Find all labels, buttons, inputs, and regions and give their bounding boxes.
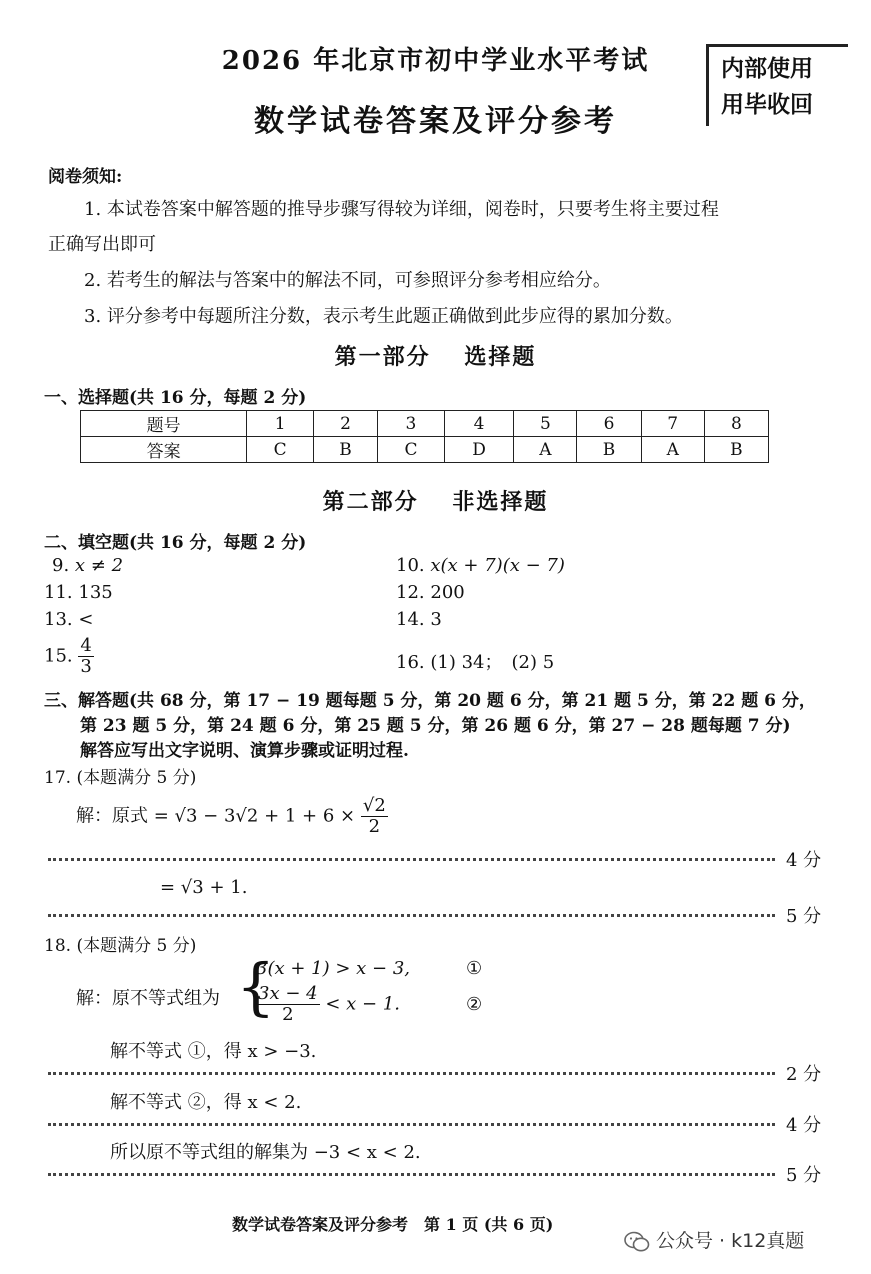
q17-numerator: √2 <box>362 795 386 816</box>
q15-fraction <box>78 636 93 677</box>
q13 <box>44 609 93 630</box>
q14-answer: 3 <box>430 609 442 630</box>
q18-step-2: 解不等式 ②，得 x < 2. <box>110 1092 302 1113</box>
question-number: 3 <box>378 411 445 437</box>
q10-number: 10. <box>396 555 425 576</box>
document-title: 数学试卷答案及评分参考 <box>254 104 617 139</box>
q18-inequality-2 <box>256 984 400 1025</box>
q17-score-2: 5 分 <box>786 906 822 927</box>
q17-line1 <box>76 796 388 837</box>
q18-intro: 解：原不等式组为 <box>76 988 220 1009</box>
answer-cell: A <box>641 437 704 463</box>
q17-fraction <box>361 796 388 837</box>
system-brace: { <box>236 950 276 1023</box>
q18-step-1: 解不等式 ①，得 x > −3. <box>110 1041 317 1062</box>
answer-label: 答案 <box>81 437 247 463</box>
exam-title: 2026 年北京市初中学业水平考试 <box>221 46 650 76</box>
q12-answer: 200 <box>430 582 465 603</box>
solve-section-heading-cont: 第 23 题 5 分，第 24 题 6 分，第 25 题 5 分，第 26 题 6 分，第 27 − 28 题每题 7 分) <box>80 716 791 736</box>
dot-leader <box>48 1123 775 1126</box>
notice-heading: 阅卷须知: <box>48 167 123 187</box>
watermark <box>624 1226 804 1253</box>
question-number-label: 题号 <box>81 411 247 437</box>
answer-cell: B <box>704 437 768 463</box>
notice-item-1-cont: 正确写出即可 <box>48 234 156 255</box>
wechat-icon <box>624 1231 650 1253</box>
dot-leader <box>48 858 775 861</box>
part1-title: 第一部分 选择题 <box>334 344 537 370</box>
answer-table <box>80 410 769 463</box>
q17-line2: = √3 + 1. <box>160 877 248 898</box>
q18-label: 18. (本题满分 5 分) <box>44 936 197 956</box>
internal-use-stamp <box>706 44 848 126</box>
solve-section-heading: 三、解答题(共 68 分，第 17 − 19 题每题 5 分，第 20 题 6 分，第 21 题 5 分，第 22 题 6 分， <box>44 691 816 711</box>
q11 <box>44 582 113 603</box>
question-number: 5 <box>514 411 577 437</box>
q16 <box>396 648 554 674</box>
stamp-line-1: 内部使用 <box>721 56 813 82</box>
q10 <box>396 555 565 576</box>
table-row <box>81 437 769 463</box>
q15-number: 15. <box>44 645 73 667</box>
q15-numerator: 4 <box>80 635 92 656</box>
question-number: 4 <box>444 411 514 437</box>
inequality-2-denominator: 2 <box>282 1003 294 1025</box>
stamp-line-2: 用毕收回 <box>721 92 813 118</box>
q18-score-2: 4 分 <box>786 1115 822 1136</box>
dot-leader <box>48 1173 775 1176</box>
page-footer: 数学试卷答案及评分参考 第 1 页 (共 6 页) <box>232 1215 554 1234</box>
inequality-2-numerator: 3x − 4 <box>258 983 318 1004</box>
inequality-2-rest: < x − 1. <box>325 993 400 1015</box>
answer-cell: C <box>378 437 445 463</box>
part2-title: 第二部分 非选择题 <box>322 489 549 515</box>
q9-answer: x ≠ 2 <box>74 555 124 576</box>
q10-answer: x(x + 7)(x − 7) <box>430 555 565 576</box>
q18-score-1: 2 分 <box>786 1064 822 1085</box>
q17-denominator: 2 <box>368 815 381 837</box>
q9 <box>52 555 123 576</box>
fill-section-heading: 二、填空题(共 16 分，每题 2 分) <box>44 533 307 553</box>
table-row <box>81 411 769 437</box>
inequality-2-fraction <box>256 984 320 1025</box>
inequality-1-mark: ① <box>466 958 483 979</box>
notice-item-1: 1. 本试卷答案中解答题的推导步骤写得较为详细，阅卷时，只要考生将主要过程 <box>84 199 719 220</box>
question-number: 8 <box>704 411 768 437</box>
dot-leader <box>48 1072 775 1075</box>
inequality-2-mark: ② <box>466 994 483 1015</box>
answer-cell: D <box>444 437 514 463</box>
q15 <box>44 636 94 677</box>
q17-expression: 解：原式 = √3 − 3√2 + 1 + 6 × <box>76 805 356 827</box>
q11-answer: 135 <box>78 582 113 603</box>
watermark-text: 公众号 · k12真题 <box>656 1230 805 1252</box>
q18-inequality-1 <box>256 958 410 979</box>
question-number: 6 <box>577 411 641 437</box>
question-number: 2 <box>313 411 377 437</box>
q13-number: 13. <box>44 609 73 630</box>
answer-cell: C <box>247 437 314 463</box>
q14-number: 14. <box>396 609 425 630</box>
q17-score-1: 4 分 <box>786 850 822 871</box>
question-number: 1 <box>247 411 314 437</box>
solve-section-note: 解答应写出文字说明、演算步骤或证明过程. <box>80 741 409 761</box>
q16-answer: (1) 34； (2) 5 <box>430 652 555 673</box>
q18-step-3: 所以原不等式组的解集为 −3 < x < 2. <box>110 1142 421 1163</box>
answer-cell: B <box>313 437 377 463</box>
q15-denominator: 3 <box>80 655 92 677</box>
q12 <box>396 582 465 603</box>
inequality-1-text: 3(x + 1) > x − 3, <box>256 958 411 979</box>
q18-score-3: 5 分 <box>786 1165 822 1186</box>
question-number: 7 <box>641 411 704 437</box>
q12-number: 12. <box>396 582 425 603</box>
dot-leader <box>48 914 775 917</box>
notice-item-3: 3. 评分参考中每题所注分数，表示考生此题正确做到此步应得的累加分数。 <box>84 306 683 327</box>
q17-label: 17. (本题满分 5 分) <box>44 768 197 788</box>
choice-section-heading: 一、选择题(共 16 分，每题 2 分) <box>44 388 307 408</box>
notice-item-2: 2. 若考生的解法与答案中的解法不同，可参照评分参考相应给分。 <box>84 270 611 291</box>
q14 <box>396 609 442 630</box>
answer-cell: A <box>514 437 577 463</box>
answer-cell: B <box>577 437 641 463</box>
q9-number: 9. <box>52 555 70 576</box>
q16-number: 16. <box>396 652 425 673</box>
q11-number: 11. <box>44 582 73 603</box>
q13-answer: < <box>78 609 94 630</box>
